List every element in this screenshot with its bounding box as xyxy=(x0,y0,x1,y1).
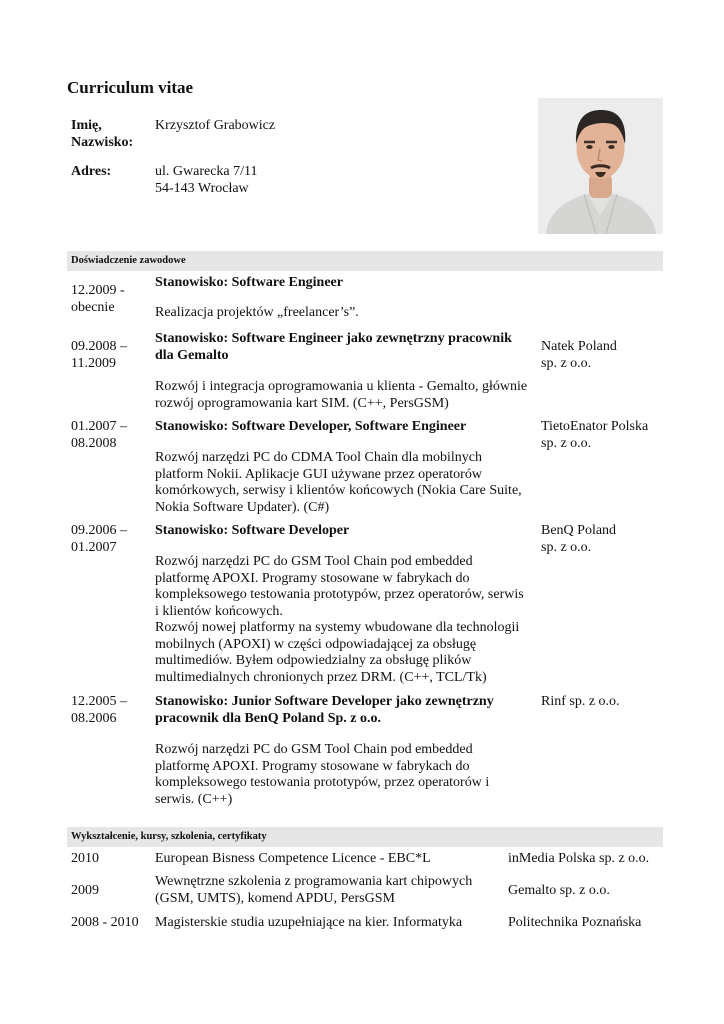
position-line: Stanowisko: Software Developer xyxy=(155,523,350,538)
address-value xyxy=(155,163,258,197)
date-line: obecnie xyxy=(71,299,115,315)
experience-company xyxy=(541,339,661,372)
description-line: Realizacja projektów „freelancer’s”. xyxy=(155,305,359,320)
description-line: platform Nokii. Aplikacje GUI używane przez operatorów xyxy=(155,466,482,482)
experience-section-header xyxy=(67,251,663,271)
date-line: 12.2005 – xyxy=(71,694,127,709)
description-line: multimediów. Byłem odpowiedzialny za obsługę plików xyxy=(155,653,472,668)
position-line: Stanowisko: Software Engineer xyxy=(155,275,343,290)
company-line: BenQ Poland xyxy=(541,523,617,538)
experience-company xyxy=(541,419,661,452)
description-line: Rozwój narzędzi PC do CDMA Tool Chain dla mobilnych xyxy=(155,450,482,465)
name-label xyxy=(71,117,133,151)
profile-photo xyxy=(538,98,663,234)
position-line: Stanowisko: Software Engineer jako zewnętrzny pracownik xyxy=(155,331,512,346)
experience-company xyxy=(541,694,661,711)
description-line: Rozwój nowej platformy na systemy wbudowane dla technologii xyxy=(155,620,520,635)
description-line: rozwój oprogramowania kart SIM. (C++, PersGSM) xyxy=(155,395,449,411)
description-line: Rozwój narzędzi PC do GSM Tool Chain pod embedded xyxy=(155,554,473,569)
education-date: 2010 xyxy=(71,851,99,866)
name-value: Krzysztof Grabowicz xyxy=(155,118,276,133)
description-line: Rozwój i integracja oprogramowania u klienta - Gemalto, głównie xyxy=(155,379,528,394)
position-line: dla Gemalto xyxy=(155,347,229,363)
address-line: ul. Gwarecka 7/11 xyxy=(155,164,258,179)
company-line: sp. z o.o. xyxy=(541,435,592,451)
company-line: sp. z o.o. xyxy=(541,355,592,371)
education-title-line: Wewnętrzne szkolenia z programowania kart chipowych xyxy=(155,874,473,889)
experience-description xyxy=(155,554,540,686)
education-title xyxy=(155,851,505,868)
experience-description xyxy=(155,305,540,322)
education-title xyxy=(155,915,505,932)
description-line: mobilnych (APOXI) w części odpowiadającej za obsługę xyxy=(155,636,477,652)
education-title-line: Magisterskie studia uzupełniające na kier. Informatyka xyxy=(155,915,463,930)
education-institution: Politechnika Poznańska xyxy=(508,915,642,930)
education-title-line: (GSM, UMTS), komend APDU, PersGSM xyxy=(155,890,395,906)
description-line: Nokia Software Updater). (C#) xyxy=(155,499,330,515)
experience-date xyxy=(71,523,151,556)
name-label-line: Imię, xyxy=(71,118,102,133)
education-institution: Gemalto sp. z o.o. xyxy=(508,883,610,898)
position-line: pracownik dla BenQ Poland Sp. z o.o. xyxy=(155,710,381,726)
portrait-illustration xyxy=(538,98,663,234)
experience-date xyxy=(71,694,151,727)
experience-position xyxy=(155,694,535,727)
experience-date xyxy=(71,283,151,316)
education-date: 2008 - 2010 xyxy=(71,915,139,930)
date-line: 11.2009 xyxy=(71,355,116,371)
description-line: Rozwój narzędzi PC do GSM Tool Chain pod embedded xyxy=(155,742,473,757)
description-line: platformę APOXI. Programy stosowane w fabrykach do xyxy=(155,570,470,586)
description-line: kompleksowego testowania prototypów, przez operatorów, serwis xyxy=(155,587,524,602)
description-line: kompleksowego testowania prototypów, przez operatorów i xyxy=(155,775,490,790)
education-section-header xyxy=(67,827,663,847)
company-line: TietoEnator Polska xyxy=(541,419,649,434)
experience-section-title: Doświadczenie zawodowe xyxy=(71,255,186,266)
date-line: 08.2008 xyxy=(71,435,117,451)
description-line: serwis. (C++) xyxy=(155,791,233,807)
name-label-line: Nazwisko: xyxy=(71,135,134,150)
address-label: Adres: xyxy=(71,164,112,179)
position-line: Stanowisko: Software Developer, Software Engineer xyxy=(155,419,467,434)
experience-date xyxy=(71,339,151,372)
company-line: Rinf sp. z o.o. xyxy=(541,694,620,709)
education-date: 2009 xyxy=(71,883,99,898)
description-line: i klientów końcowych. xyxy=(155,603,283,619)
experience-date xyxy=(71,419,151,452)
experience-position xyxy=(155,523,535,540)
education-section-title: Wykształcenie, kursy, szkolenia, certyfikaty xyxy=(71,831,267,842)
experience-position xyxy=(155,419,535,436)
experience-company xyxy=(541,523,661,556)
education-title-line: European Bisness Competence Licence - EBC*L xyxy=(155,851,431,866)
description-line: komórkowych, serwisy i klientów końcowych (Nokia Care Suite, xyxy=(155,483,522,498)
experience-position xyxy=(155,275,535,292)
date-line: 08.2006 xyxy=(71,710,117,726)
document-title: Curriculum vitae xyxy=(67,78,194,97)
address-line: 54-143 Wrocław xyxy=(155,181,249,196)
company-line: sp. z o.o. xyxy=(541,539,592,555)
date-line: 09.2006 – xyxy=(71,523,127,538)
date-line: 01.2007 – xyxy=(71,419,127,434)
date-line: 12.2009 - xyxy=(71,283,125,298)
description-line: platformę APOXI. Programy stosowane w fabrykach do xyxy=(155,758,470,774)
education-title xyxy=(155,874,505,907)
company-line: Natek Poland xyxy=(541,339,617,354)
position-line: Stanowisko: Junior Software Developer jako zewnętrzny xyxy=(155,694,494,709)
experience-description xyxy=(155,742,540,808)
experience-position xyxy=(155,331,535,364)
date-line: 01.2007 xyxy=(71,539,117,555)
experience-description xyxy=(155,450,540,516)
date-line: 09.2008 – xyxy=(71,339,127,354)
description-line: multimedialnych chronionych przez DRM. (C++, TCL/Tk) xyxy=(155,669,487,685)
education-institution: inMedia Polska sp. z o.o. xyxy=(508,851,650,866)
experience-description xyxy=(155,379,540,412)
